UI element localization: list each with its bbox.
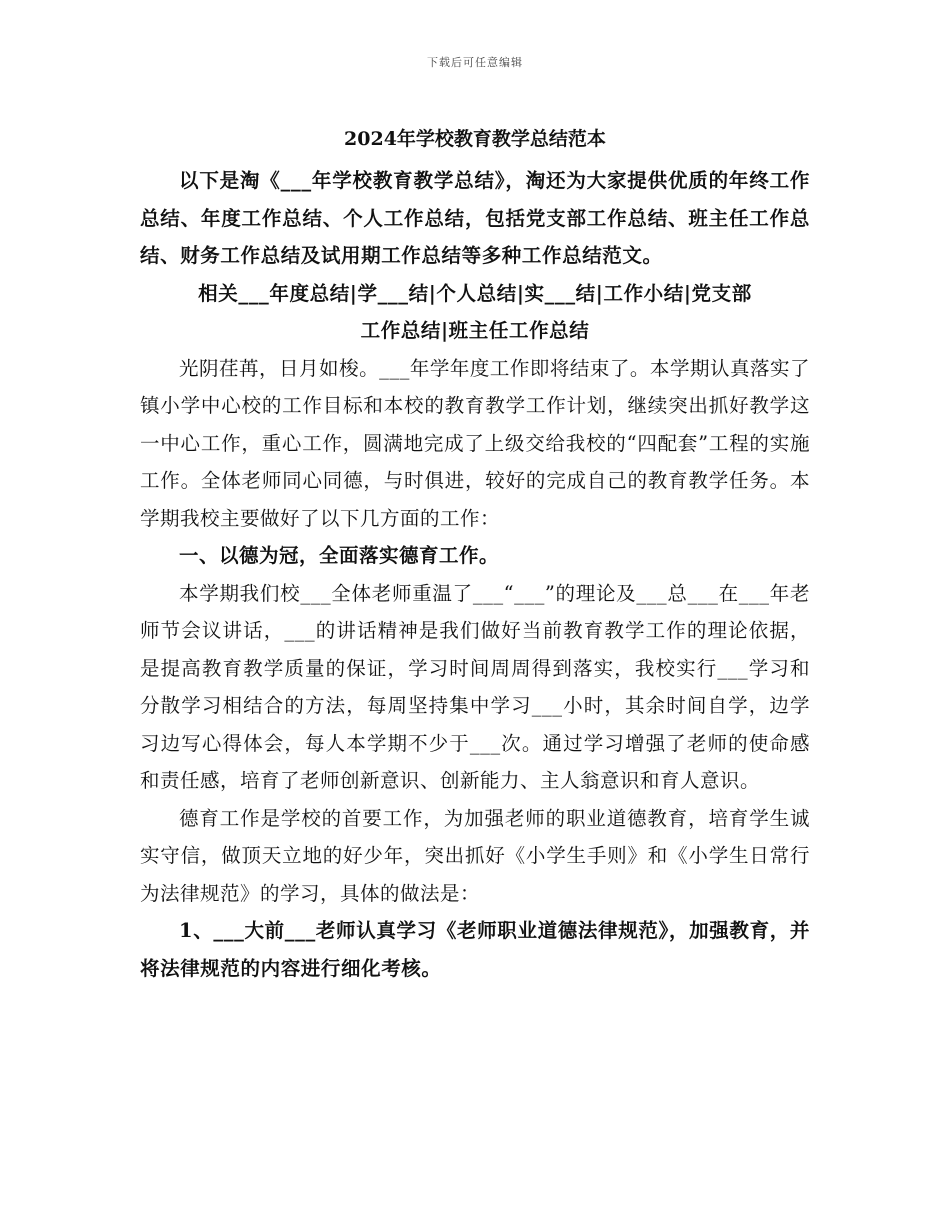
body-paragraph-3: 德育工作是学校的首要工作，为加强老师的职业道德教育，培育学生诚实守信，做顶天立地的好少年，突出抓好《小学生手则》和《小学生日常行为法律规范》的学习，具体的做法是： <box>140 806 810 905</box>
related-links-line-1: 相关___年度总结|学___结|个人总结|实___结|工作小结|党支部 <box>198 281 752 305</box>
document-page <box>140 124 810 987</box>
header-note: 下载后可任意编辑 <box>427 56 523 69</box>
section-heading-1: 一、以德为冠，全面落实德育工作。 <box>179 544 500 567</box>
body-paragraph-1: 光阴荏苒，日月如梭。___年学年度工作即将结束了。本学期认真落实了镇小学中心校的工作目标和本校的教育教学工作计划，继续突出抓好教学这一中心工作，重心工作，圆满地完成了上级交给我校的“四配套”工程的实施工作。全体老师同心同德，与时俱进，较好的完成自己的教育教学任务。本学期我校主要做好了以下几方面的工作： <box>140 356 810 530</box>
related-links-line-2: 工作总结|班主任工作总结 <box>360 319 590 342</box>
document-title: 2024年学校教育教学总结范本 <box>344 128 606 150</box>
list-item-1: 1、___大前___老师认真学习《老师职业道德法律规范》，加强教育，并将法律规范的内容进行细化考核。 <box>140 919 810 980</box>
body-paragraph-2: 本学期我们校___全体老师重温了___“___”的理论及___总___在___年老师节会议讲话，___的讲话精神是我们做好当前教育教学工作的理论依据，是提高教育教学质量的保证，学习时间周周得到落实，我校实行___学习和分散学习相结合的方法，每周坚持集中学习___小时，其余时间自学，边学习边写心得体会，每人本学期不少于___次。通过学习增强了老师的使命感和责任感，培育了老师创新意识、创新能力、主人翁意识和育人意识。 <box>140 581 810 792</box>
intro-paragraph: 以下是淘《___年学校教育教学总结》，淘还为大家提供优质的年终工作总结、年度工作总结、个人工作总结，包括党支部工作总结、班主任工作总结、财务工作总结及试用期工作总结等多种工作总结范文。 <box>140 169 810 267</box>
